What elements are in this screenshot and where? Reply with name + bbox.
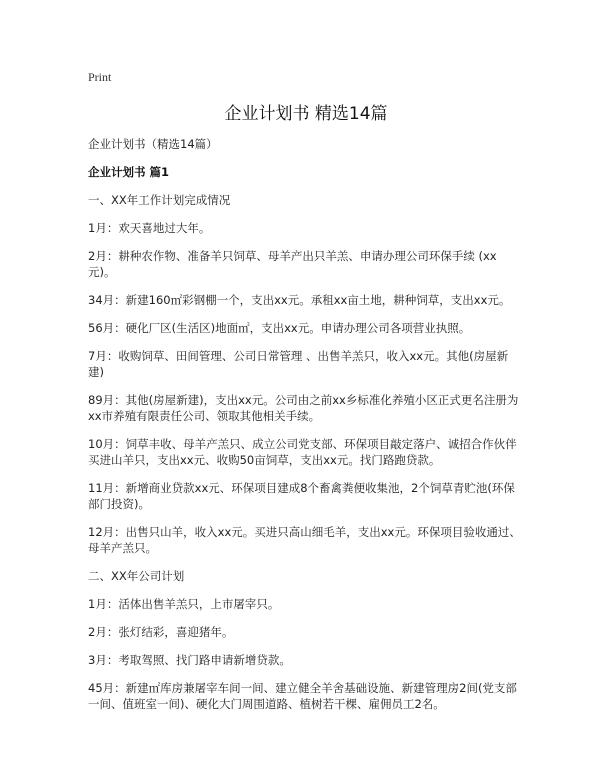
paragraph: 1月：欢天喜地过大年。 — [88, 221, 211, 235]
page-title: 企业计划书 精选14篇 — [224, 104, 388, 124]
paragraph: 一、XX年工作计划完成情况 — [88, 193, 231, 207]
paragraph: 45月：新建㎡库房兼屠宰车间一间、建立健全羊舍基础设施、新建管理房2间(党支部一间、值班室一间)、硬化大门周围道路、植树若干棵、雇佣员工2名。 — [88, 681, 517, 711]
paragraph-list — [88, 192, 524, 712]
paragraph: 11月：新增商业贷款xx元、环保项目建成8个畜禽粪便收集池，2个饲草青贮池(环保部门投资)。 — [88, 481, 515, 511]
paragraph: 二、XX年公司计划 — [88, 569, 185, 583]
document-page — [88, 70, 524, 724]
paragraph: 10月：饲草丰收、母羊产羔只、成立公司党支部、环保项目敲定落户、诚招合作伙伴买进山羊只，支出xx元、收购50亩饲草，支出xx元。找门路跑贷款。 — [88, 437, 517, 467]
paragraph: 3月：考取驾照、找门路申请新增贷款。 — [88, 653, 291, 667]
paragraph: 2月：张灯结彩，喜迎猪年。 — [88, 625, 234, 639]
paragraph: 1月：活体出售羊羔只，上市屠宰只。 — [88, 597, 280, 611]
paragraph: 7月：收购饲草、田间管理、公司日常管理 、出售羊羔只，收入xx元。其他(房屋新建) — [88, 349, 509, 379]
print-link[interactable]: Print — [88, 70, 112, 84]
paragraph: 89月：其他(房屋新建)，支出xx元。公司由之前xx乡标准化养殖小区正式更名注册为xx市养殖有限责任公司、领取其他相关手续。 — [88, 393, 519, 423]
paragraph: 12月：出售只山羊，收入xx元。买进只高山细毛羊，支出xx元。环保项目验收通过、母羊产羔只。 — [88, 525, 521, 555]
paragraph: 2月：耕种农作物、准备羊只饲草、母羊产出只羊羔、申请办理公司环保手续 (xx元)。 — [88, 249, 497, 279]
paragraph: 34月：新建160㎡彩钢棚一个，支出xx元。承租xx亩土地，耕种饲草，支出xx元。 — [88, 293, 511, 307]
section-heading: 企业计划书 篇1 — [88, 165, 170, 179]
paragraph: 56月：硬化厂区(生活区)地面㎡，支出xx元。申请办理公司各项营业执照。 — [88, 321, 471, 335]
document-subtitle: 企业计划书（精选14篇） — [88, 137, 218, 151]
